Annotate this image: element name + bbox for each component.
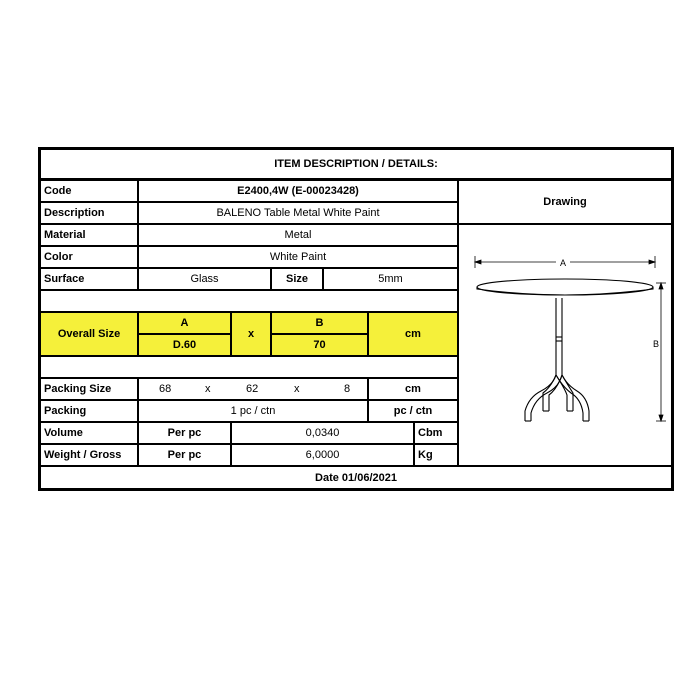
spec-sheet	[38, 147, 674, 491]
volume-per: Per pc	[138, 422, 231, 444]
dim-b-label: B	[652, 339, 660, 349]
footer-date: Date 01/06/2021	[40, 466, 672, 489]
description-label: Description	[40, 202, 138, 224]
color-label: Color	[40, 246, 138, 268]
packing-value: 1 pc / ctn	[138, 400, 368, 422]
description-value: BALENO Table Metal White Paint	[138, 202, 458, 224]
color-value: White Paint	[138, 246, 458, 268]
volume-label: Volume	[40, 422, 138, 444]
overall-size-x: x	[231, 312, 271, 356]
code-value: E2400,4W (E-00023428)	[138, 180, 458, 202]
packing-size-label: Packing Size	[40, 378, 138, 400]
packing-size-height: 8	[344, 383, 351, 395]
overall-size-label: Overall Size	[40, 312, 138, 356]
table-outline	[477, 279, 653, 421]
volume-unit: Cbm	[414, 422, 458, 444]
packing-unit: pc / ctn	[368, 400, 458, 422]
packing-label: Packing	[40, 400, 138, 422]
material-value: Metal	[138, 224, 458, 246]
surface-label: Surface	[40, 268, 138, 290]
overall-size-unit: cm	[368, 312, 458, 356]
table-drawing	[459, 225, 672, 466]
packing-size-x1: x	[205, 383, 211, 395]
spacer-row	[40, 356, 458, 378]
dim-a-label: A	[559, 258, 567, 268]
sheet-title: ITEM DESCRIPTION / DETAILS:	[40, 149, 672, 180]
weight-unit: Kg	[414, 444, 458, 466]
overall-size-col-b: B	[271, 312, 368, 334]
volume-value: 0,0340	[231, 422, 414, 444]
drawing-panel	[458, 224, 672, 466]
size-value: 5mm	[323, 268, 458, 290]
weight-per: Per pc	[138, 444, 231, 466]
weight-label: Weight / Gross	[40, 444, 138, 466]
packing-size-unit: cm	[368, 378, 458, 400]
weight-value: 6,0000	[231, 444, 414, 466]
packing-size-values	[138, 378, 368, 400]
surface-value: Glass	[138, 268, 271, 290]
overall-size-col-a: A	[138, 312, 231, 334]
drawing-title: Drawing	[458, 180, 672, 224]
size-label: Size	[271, 268, 323, 290]
packing-size-x2: x	[294, 383, 300, 395]
overall-size-value-a: D.60	[138, 334, 231, 356]
packing-size-length: 68	[159, 383, 172, 395]
packing-size-width: 62	[246, 383, 259, 395]
material-label: Material	[40, 224, 138, 246]
code-label: Code	[40, 180, 138, 202]
spacer-row	[40, 290, 458, 312]
overall-size-value-b: 70	[271, 334, 368, 356]
dimension-b	[656, 283, 666, 421]
